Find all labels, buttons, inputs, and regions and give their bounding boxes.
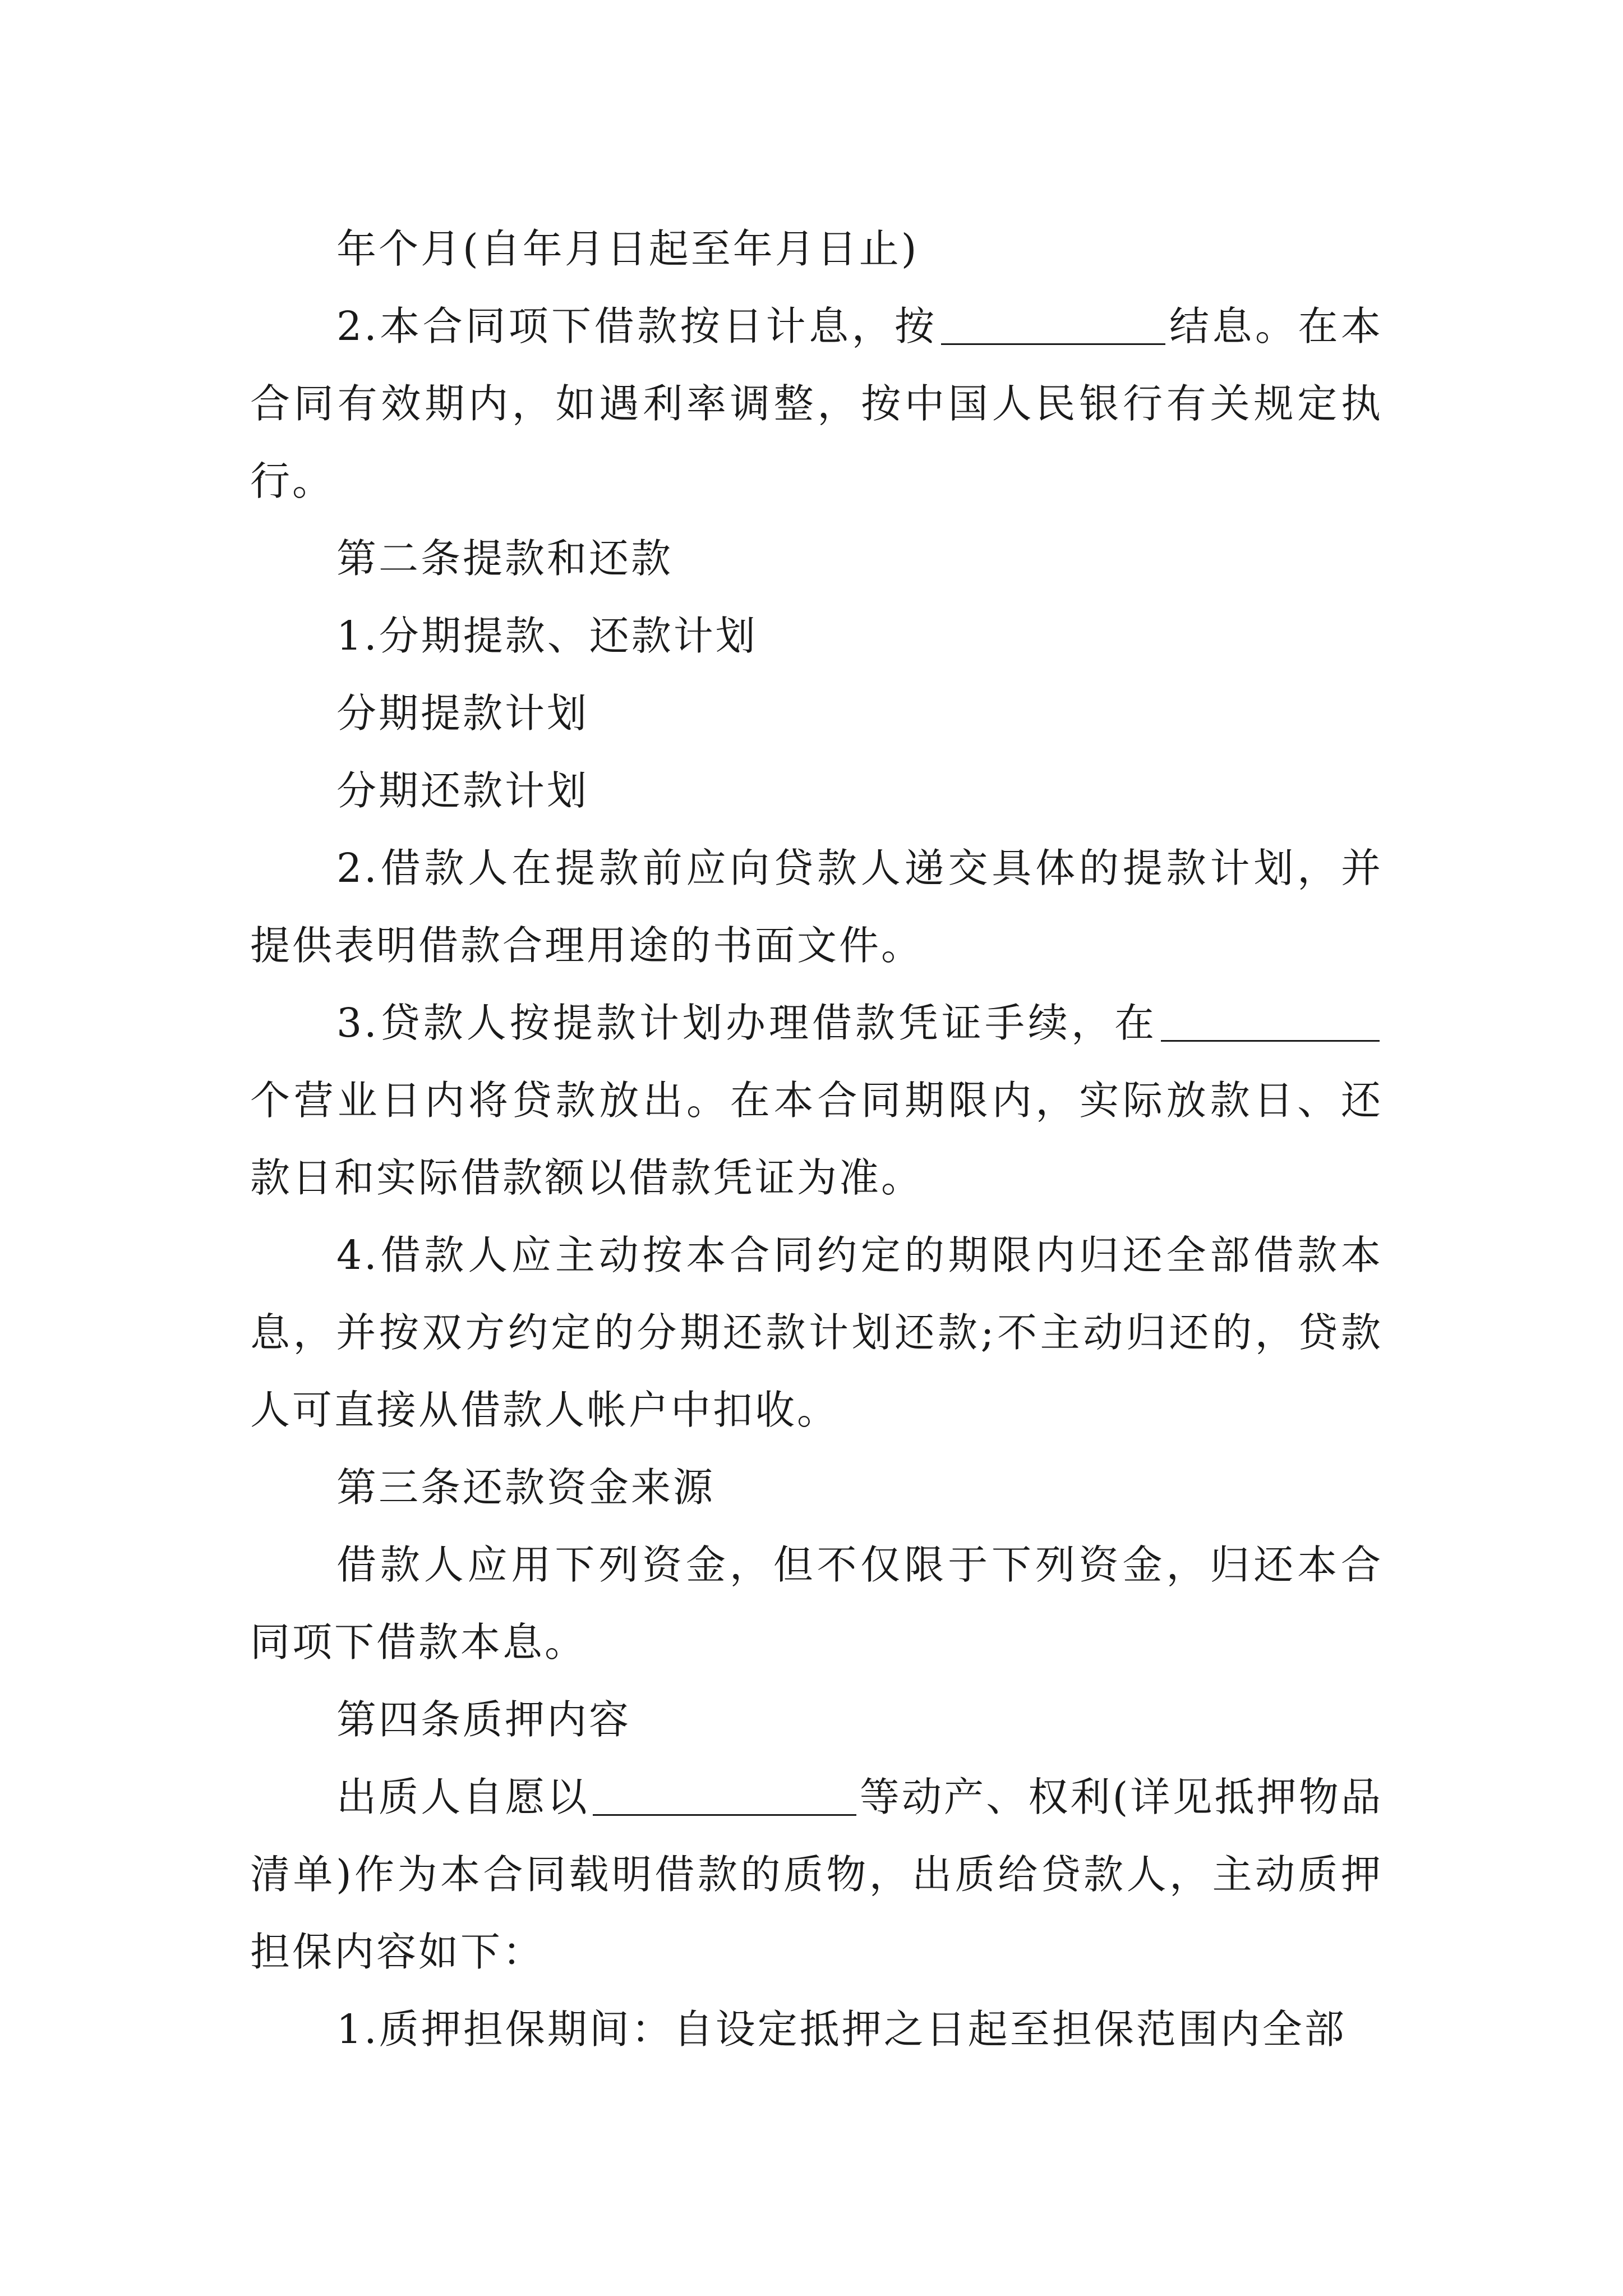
installment-plan-item: 1.分期提款、还款计划 — [336, 613, 758, 659]
drawdown-request-clause: 2.借款人在提款前应向贷款人递交具体的提款计划，并提供表明借款合理用途的书面文件。 — [250, 845, 1383, 969]
pledge-clause — [250, 1759, 1383, 1991]
article-3-heading: 第三条还款资金来源 — [336, 1464, 716, 1511]
repayment-obligation-clause: 4.借款人应主动按本合同约定的期限内归还全部借款本息，并按双方约定的分期还款计划还款;不主动归还的，贷款人可直接从借款人帐户中扣收。 — [250, 1232, 1383, 1433]
disbursement-clause-lead: 3.贷款人按提款计划办理借款凭证手续，在 — [336, 1000, 1158, 1046]
interest-clause-lead: 2.本合同项下借款按日计息，按 — [336, 303, 938, 349]
pledge-clause-rest: 等动产、权利(详见抵押物品清单)作为本合同载明借款的质物，出质给贷款人，主动质押担保内容如下： — [250, 1774, 1383, 1975]
pledge-clause-lead: 出质人自愿以 — [336, 1774, 589, 1820]
pledged-property-blank — [593, 1774, 856, 1816]
drawdown-plan-label: 分期提款计划 — [336, 690, 589, 737]
disbursement-clause-rest: 个营业日内将贷款放出。在本合同期限内，实际放款日、还款日和实际借款额以借款凭证为准。 — [250, 1077, 1383, 1201]
interest-clause — [250, 288, 1383, 520]
repayment-plan-label: 分期还款计划 — [336, 767, 589, 814]
disbursement-clause — [250, 984, 1383, 1217]
loan-term-line: 年个月(自年月日起至年月日止) — [336, 226, 919, 272]
settlement-method-blank — [941, 303, 1165, 345]
contract-body — [250, 210, 1383, 2068]
article-4-heading: 第四条质押内容 — [336, 1696, 631, 1743]
repayment-source-clause: 借款人应用下列资金，但不仅限于下列资金，归还本合同项下借款本息。 — [250, 1542, 1383, 1665]
article-2-heading: 第二条提款和还款 — [336, 535, 674, 582]
business-days-blank — [1161, 1000, 1380, 1042]
pledge-period-item: 1.质押担保期间：自设定抵押之日起至担保范围内全部 — [336, 2006, 1347, 2053]
interest-clause-rest: 结息。在本合同有效期内，如遇利率调整，按中国人民银行有关规定执行。 — [250, 303, 1383, 504]
